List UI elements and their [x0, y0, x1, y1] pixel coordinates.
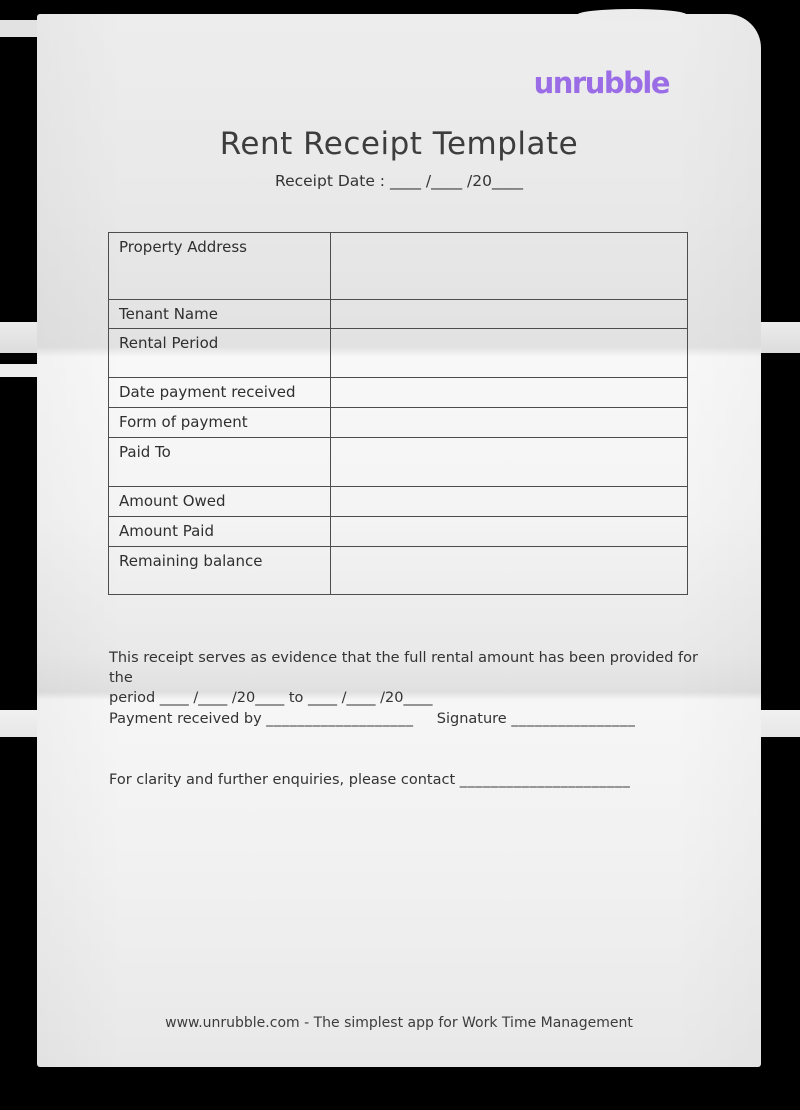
table-row-amount-owed: [109, 487, 688, 517]
row-label: Form of payment: [109, 408, 331, 438]
row-label: Property Address: [109, 233, 331, 300]
row-value-cell: [331, 487, 688, 517]
evidence-statement: [109, 648, 709, 708]
row-label: Amount Owed: [109, 487, 331, 517]
table-row-paid-to: [109, 438, 688, 487]
footer-tagline: www.unrubble.com - The simplest app for Work Time Management: [165, 1015, 633, 1031]
contact-blank: ______________________: [459, 772, 631, 788]
row-label: Remaining balance: [109, 547, 331, 595]
table-row-date-payment-received: [109, 378, 688, 408]
paper-sheet: [37, 14, 761, 1067]
row-value-cell: [331, 517, 688, 547]
paper-edge-curl: [577, 9, 687, 21]
payment-received-by-blank: ___________________: [266, 711, 414, 727]
table-row-amount-paid: [109, 517, 688, 547]
table-row-form-of-payment: [109, 408, 688, 438]
row-value-cell: [331, 547, 688, 595]
receipt-table: [108, 232, 688, 595]
row-value-cell: [331, 233, 688, 300]
payment-signature-line: [109, 711, 709, 727]
table-row-tenant-name: [109, 300, 688, 329]
contact-line: [109, 772, 729, 788]
row-label: Rental Period: [109, 329, 331, 378]
page-title: Rent Receipt Template: [219, 126, 579, 162]
row-value-cell: [331, 378, 688, 408]
signature-blank: ________________: [511, 711, 636, 727]
brand-logo: unrubble: [533, 66, 669, 100]
paper-blur-band-mid: [0, 364, 37, 377]
paper-blur-band-top: [0, 20, 37, 37]
evidence-statement-line1: This receipt serves as evidence that the full rental amount has been provided for the: [109, 650, 698, 686]
table-row-rental-period: [109, 329, 688, 378]
row-value-cell: [331, 408, 688, 438]
row-label: Date payment received: [109, 378, 331, 408]
row-label: Paid To: [109, 438, 331, 487]
row-value-cell: [331, 438, 688, 487]
table-row-property-address: [109, 233, 688, 300]
signature-label: Signature: [436, 711, 507, 727]
contact-label: For clarity and further enquiries, please contact: [109, 772, 456, 788]
row-value-cell: [331, 300, 688, 329]
row-value-cell: [331, 329, 688, 378]
table-row-remaining-balance: [109, 547, 688, 595]
row-label: Amount Paid: [109, 517, 331, 547]
payment-received-by-label: Payment received by: [109, 711, 262, 727]
evidence-statement-line2: period ____ /____ /20____ to ____ /____ /20____: [109, 690, 433, 706]
row-label: Tenant Name: [109, 300, 331, 329]
receipt-date-line: Receipt Date : ____ /____ /20____: [275, 172, 523, 190]
